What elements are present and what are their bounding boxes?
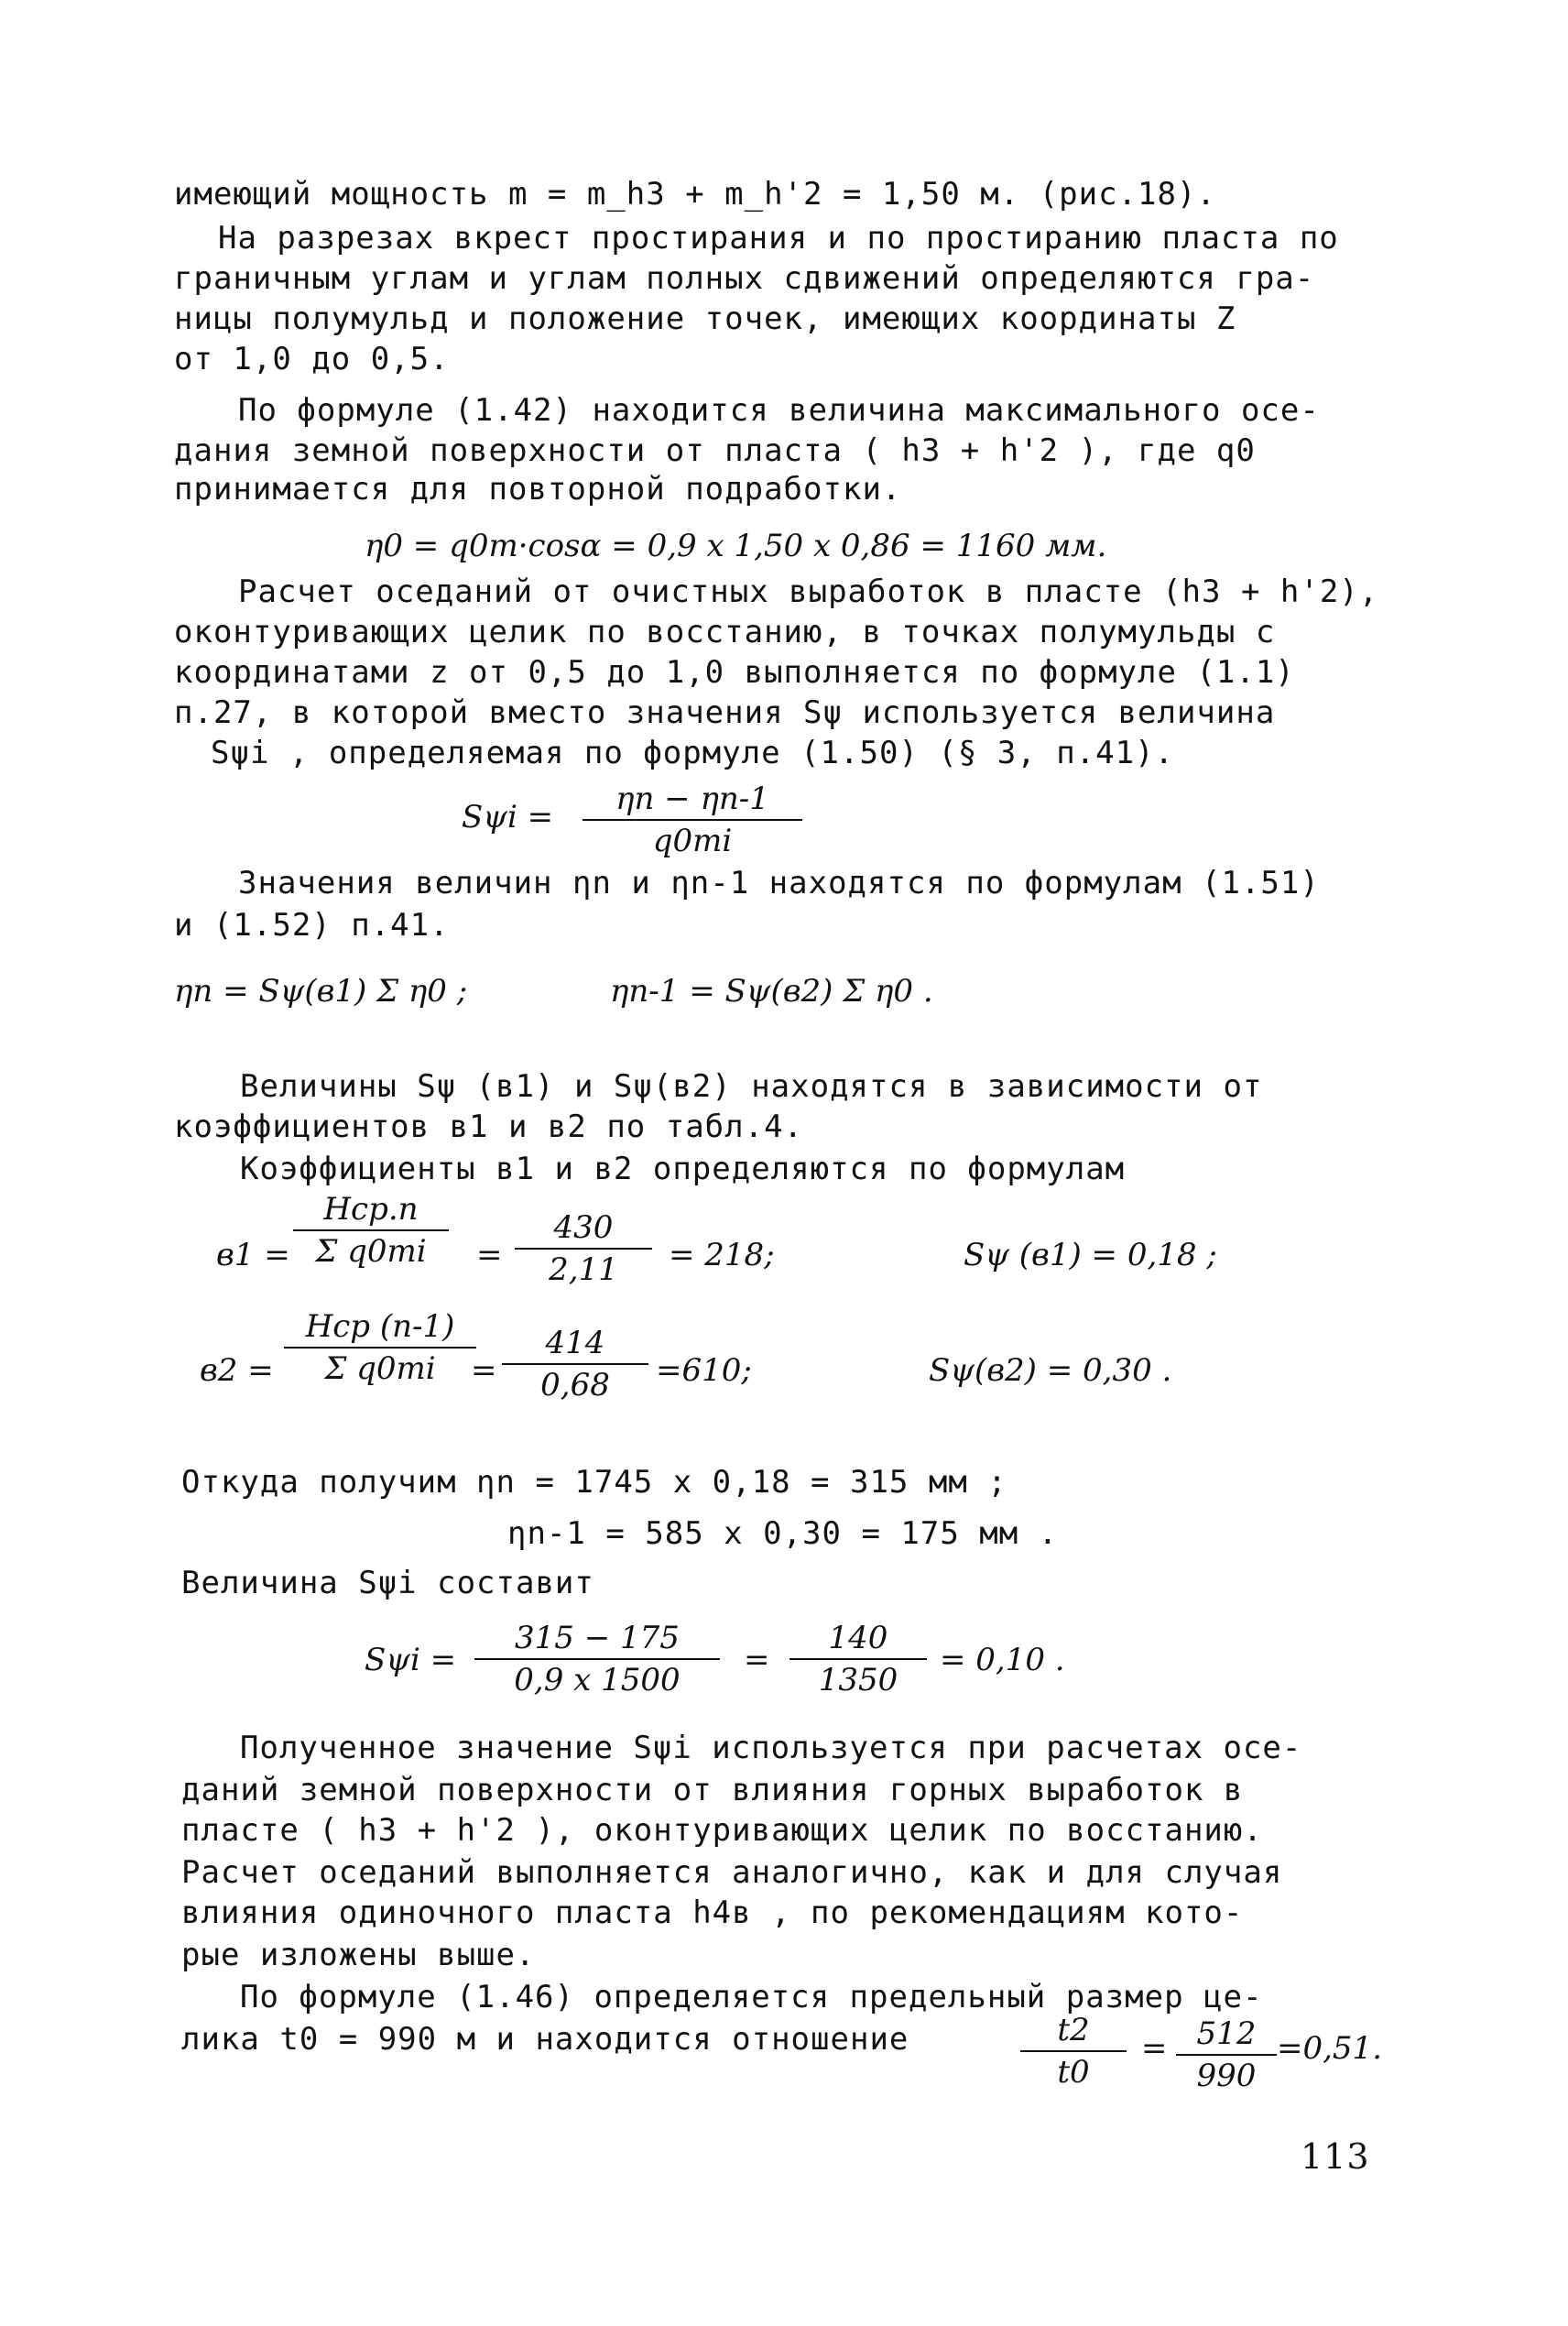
- equals-sign: =: [471, 1352, 497, 1389]
- formula-b2-result: =610;: [656, 1352, 752, 1389]
- text-line: Коэффициенты в1 и в2 определяются по формулам: [240, 1151, 1126, 1187]
- text-line: По формуле (1.42) находится величина максимального осе-: [238, 392, 1320, 429]
- formula-eta0: η0 = q0m·cosα = 0,9 x 1,50 x 0,86 = 1160 мм.: [365, 528, 1107, 564]
- text-line: граничным углам и углам полных сдвижений определяются гра-: [174, 260, 1315, 297]
- text-line: лика t0 = 990 м и находится отношение: [181, 2021, 909, 2058]
- fraction-numerator: Hср.n: [293, 1191, 449, 1231]
- formula-s-psi-b1: Sψ (в1) = 0,18 ;: [964, 1237, 1217, 1273]
- formula-b2-fraction: [284, 1308, 476, 1387]
- fraction-numerator: 512: [1176, 2015, 1277, 2056]
- fraction-numerator: 430: [515, 1209, 652, 1250]
- fraction-numerator: Hср (n-1): [284, 1308, 476, 1349]
- text-line: пласте ( h3 + h'2 ), оконтуривающих целик по восстанию.: [181, 1812, 1263, 1849]
- fraction-denominator: 0,9 x 1500: [514, 1662, 681, 1698]
- equals-sign: =: [476, 1237, 503, 1273]
- fraction-denominator: 990: [1196, 2058, 1257, 2094]
- formula-s-psi-lhs: Sψi =: [462, 799, 554, 835]
- fraction-denominator: q0mi: [652, 823, 733, 859]
- text-line: Расчет оседаний выполняется аналогично, как и для случая: [181, 1854, 1283, 1891]
- text-line: На разрезах вкрест простирания и по простиранию пласта по: [218, 220, 1339, 257]
- formula-b1-lhs: в1 =: [216, 1237, 290, 1273]
- fraction-denominator: 0,68: [540, 1367, 610, 1403]
- text-line: дания земной поверхности от пласта ( h3 + h'2 ), где q0: [174, 432, 1256, 469]
- fraction-numerator: 140: [789, 1620, 927, 1660]
- text-line: Величина Sψi составит: [181, 1565, 594, 1601]
- formula-b2-lhs: в2 =: [200, 1352, 274, 1389]
- text-line: Откуда получим ηn = 1745 x 0,18 = 315 мм ;: [181, 1464, 1007, 1501]
- text-line: Величины Sψ (в1) и Sψ(в2) находятся в зависимости от: [240, 1068, 1263, 1105]
- text-line: и (1.52) п.41.: [174, 907, 450, 944]
- fraction-denominator: t0: [1057, 2054, 1090, 2091]
- text-line: По формуле (1.46) определяется предельный размер це-: [240, 1979, 1263, 2015]
- formula-si-lhs: Sψi =: [365, 1642, 457, 1678]
- fraction-numerator: 414: [502, 1325, 648, 1365]
- formula-si-value-fraction: [789, 1620, 927, 1698]
- text-line: координатами z от 0,5 до 1,0 выполняется по формуле (1.1): [174, 654, 1295, 691]
- text-line: влияния одиночного пласта h4в , по рекомендациям кото-: [181, 1895, 1244, 1931]
- formula-s-psi-b2: Sψ(в2) = 0,30 .: [929, 1352, 1172, 1389]
- text-line: Значения величин ηn и ηn-1 находятся по формулам (1.51): [238, 865, 1320, 901]
- equals-sign: =: [1141, 2030, 1168, 2067]
- formula-ratio-value-fraction: [1176, 2015, 1277, 2094]
- text-line: рые изложены выше.: [181, 1937, 536, 1973]
- fraction-numerator: 315 − 175: [474, 1620, 720, 1660]
- text-line: Расчет оседаний от очистных выработок в пласте (h3 + h'2),: [238, 573, 1379, 610]
- fraction-denominator: Σ q0mi: [315, 1233, 427, 1270]
- text-line: коэффициентов в1 и в2 по табл.4.: [174, 1108, 804, 1145]
- fraction-denominator: 2,11: [549, 1251, 618, 1288]
- equals-sign: =: [744, 1642, 770, 1678]
- formula-b2-value-fraction: [502, 1325, 648, 1403]
- formula-si-fraction: [474, 1620, 720, 1698]
- formula-s-psi-fraction: [583, 781, 802, 859]
- text-line: даний земной поверхности от влияния горных выработок в: [181, 1772, 1244, 1808]
- text-line: ηn-1 = 585 x 0,30 = 175 мм .: [507, 1515, 1059, 1552]
- fraction-numerator: ηn − ηn-1: [583, 781, 802, 821]
- formula-ratio-result: =0,51.: [1277, 2030, 1382, 2067]
- text-line: оконтуривающих целик по восстанию, в точках полумульды с: [174, 614, 1276, 650]
- text-line: от 1,0 до 0,5.: [174, 341, 450, 377]
- formula-b1-value-fraction: [515, 1209, 652, 1288]
- formula-ratio-fraction: [1020, 2012, 1127, 2091]
- formula-b1-result: = 218;: [669, 1237, 775, 1273]
- fraction-denominator: 1350: [818, 1662, 898, 1698]
- fraction-numerator: t2: [1020, 2012, 1127, 2052]
- text-line: п.27, в которой вместо значения Sψ используется величина: [174, 694, 1276, 731]
- text-line: ницы полумульд и положение точек, имеющих координаты Z: [174, 300, 1236, 337]
- fraction-denominator: Σ q0mi: [324, 1350, 436, 1387]
- formula-eta-n-1: ηn-1 = Sψ(в2) Σ η0 .: [610, 973, 933, 1010]
- text-line: Sψi , определяемая по формуле (1.50) (§ 3, п.41).: [211, 735, 1175, 771]
- formula-b1-fraction: [293, 1191, 449, 1270]
- page-number: 113: [1301, 2136, 1370, 2177]
- text-line: Полученное значение Sψi используется при расчетах осе-: [240, 1730, 1302, 1766]
- text-line: принимается для повторной подработки.: [174, 471, 902, 508]
- formula-eta-n: ηn = Sψ(в1) Σ η0 ;: [174, 973, 468, 1010]
- formula-si-result: = 0,10 .: [940, 1642, 1065, 1678]
- text-line: имеющий мощность m = m_h3 + m_h'2 = 1,50 м. (рис.18).: [174, 176, 1216, 213]
